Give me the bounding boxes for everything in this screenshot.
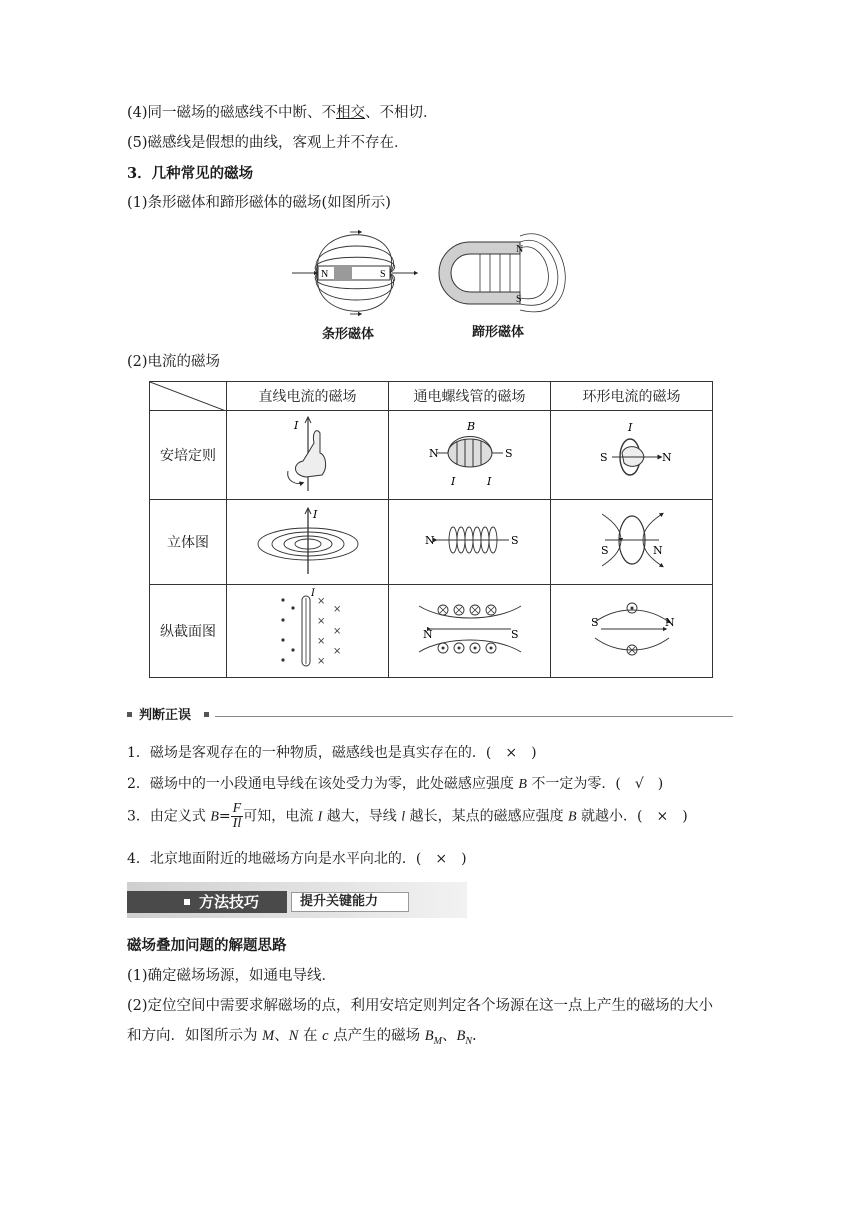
- judge-item-3-mid1: 可知，电流: [243, 808, 318, 825]
- sol-3d-n: N: [424, 534, 435, 547]
- method-bn-sub: N: [465, 1035, 472, 1047]
- svg-text:×: ×: [316, 656, 325, 667]
- horseshoe-magnet: [439, 242, 520, 304]
- loop-ampere-n: N: [661, 451, 672, 464]
- fraction-numerator: F: [232, 801, 242, 816]
- judge-item-3: [127, 802, 688, 831]
- header-straight: 直线电流的磁场: [227, 382, 389, 411]
- heading-3: 3．几种常见的磁场: [127, 165, 254, 182]
- sol-3d-s: S: [510, 534, 519, 547]
- method-bm-b: B: [424, 1028, 434, 1044]
- svg-text:×: ×: [332, 604, 341, 615]
- method-m3-mid: 在: [298, 1028, 323, 1044]
- cell-solenoid-section: [389, 585, 551, 678]
- sol-ampere-s: S: [504, 447, 513, 460]
- cell-loop-section: [551, 585, 713, 678]
- method-m3-sep2: 、: [441, 1028, 457, 1044]
- method-bm-sub: M: [433, 1035, 442, 1047]
- straight-3d-icon: [253, 502, 363, 578]
- right-hand-solenoid-icon: [415, 413, 525, 493]
- sol-ampere-i2: I: [486, 475, 491, 488]
- solenoid-section-icon: [405, 586, 535, 672]
- svg-text:×: ×: [316, 596, 325, 607]
- loop-3d-s: S: [600, 544, 609, 557]
- judge-item-2-post: 不一定为零．( √ ): [526, 776, 664, 792]
- judge-item-3-eq: =: [218, 808, 231, 825]
- loop-section-n: N: [664, 616, 675, 629]
- judge-item-3-mid3: 越长，某点的磁感应强度: [405, 808, 569, 825]
- loop-3d-icon: [577, 502, 687, 578]
- subheading-1: (1)条形磁体和蹄形磁体的磁场(如图所示): [127, 195, 391, 211]
- judge-section-header: [127, 708, 733, 726]
- horseshoe-s-label: S: [516, 294, 522, 305]
- method-banner: [127, 882, 467, 918]
- straight-section-i: I: [310, 588, 315, 599]
- straight-3d-i: I: [312, 508, 317, 521]
- header-loop: 环形电流的磁场: [551, 382, 713, 411]
- svg-text:×: ×: [316, 636, 325, 647]
- judge-rule: [215, 716, 733, 717]
- judge-item-1: 1．磁场是客观存在的一种物质，磁感线也是真实存在的．( × ): [127, 745, 537, 761]
- header-solenoid: 通电螺线管的磁场: [389, 382, 551, 411]
- method-step-2: (2)定位空间中需要求解磁场的点，利用安培定则判定各个场源在这一点上产生的磁场的大小: [127, 998, 714, 1014]
- loop-ampere-s: S: [599, 451, 608, 464]
- line-4-tail: 、不相切．: [365, 105, 438, 121]
- cell-straight-ampere: [227, 411, 389, 500]
- svg-text:×: ×: [332, 626, 341, 637]
- line-4-underlined: 相交: [336, 105, 366, 121]
- fraction-denominator: Il: [232, 816, 242, 831]
- right-hand-loop-icon: [582, 413, 682, 493]
- solenoid-3d-icon: [415, 502, 525, 578]
- judge-bullet-right: [204, 712, 209, 717]
- banner-right-label: 提升关键能力: [300, 894, 379, 909]
- loop-section-icon: [577, 586, 687, 672]
- corner-cell: [150, 382, 227, 411]
- loop-section-s: S: [590, 616, 599, 629]
- method-m3-pre: 和方向．如图所示为: [127, 1028, 263, 1044]
- current-field-table: [149, 381, 713, 678]
- row-label-section: 纵截面图: [150, 585, 227, 678]
- method-title: 磁场叠加问题的解题思路: [127, 937, 287, 954]
- sol-ampere-i1: I: [450, 475, 455, 488]
- method-m3-mid2: 点产生的磁场: [328, 1028, 425, 1044]
- horseshoe-caption: 蹄形磁体: [472, 325, 525, 340]
- judge-title: 判断正误: [139, 708, 192, 723]
- straight-section-icon: [253, 586, 363, 672]
- method-m3-M: M: [262, 1028, 275, 1044]
- subheading-2: (2)电流的磁场: [127, 354, 221, 370]
- bar-s-label: S: [380, 269, 386, 280]
- banner-bullet: [184, 899, 190, 905]
- judge-item-3-b: B: [210, 809, 219, 825]
- cell-loop-ampere: [551, 411, 713, 500]
- cell-straight-3d: [227, 500, 389, 585]
- ampere-straight-i: I: [293, 419, 298, 432]
- judge-item-3-fraction: [231, 802, 244, 831]
- loop-3d-n: N: [652, 544, 663, 557]
- right-hand-straight-icon: [258, 413, 358, 493]
- judge-item-4: 4．北京地面附近的地磁场方向是水平向北的．( × ): [127, 851, 467, 867]
- row-label-ampere: 安培定则: [150, 411, 227, 500]
- sol-section-n: N: [422, 628, 433, 641]
- method-step-1: (1)确定磁场场源，如通电导线．: [127, 968, 337, 984]
- svg-text:×: ×: [316, 616, 325, 627]
- judge-item-2-pre: 2．磁场中的一小段通电导线在该处受力为零，此处磁感应强度: [127, 776, 519, 792]
- judge-item-3-l: l: [401, 809, 406, 825]
- cell-solenoid-ampere: [389, 411, 551, 500]
- bar-magnet-shade: [334, 266, 352, 280]
- cell-straight-section: [227, 585, 389, 678]
- judge-item-2: [127, 773, 663, 793]
- judge-item-3-mid2: 越大，导线: [322, 808, 402, 825]
- judge-item-3-i: I: [317, 809, 323, 825]
- bar-caption: 条形磁体: [322, 327, 375, 342]
- loop-ampere-i: I: [627, 421, 632, 434]
- sol-ampere-n: N: [428, 447, 439, 460]
- horseshoe-n-label: N: [516, 244, 524, 255]
- bar-n-label: N: [321, 269, 329, 280]
- judge-bullet-left: [127, 712, 132, 717]
- method-m3-end: .: [471, 1028, 477, 1044]
- banner-left-label: 方法技巧: [199, 893, 260, 911]
- svg-text:×: ×: [332, 646, 341, 657]
- sol-ampere-b: B: [466, 420, 475, 433]
- diagonal-line: [150, 382, 226, 411]
- judge-item-3-b2: B: [568, 809, 577, 825]
- judge-item-3-post: 就越小．( × ): [576, 808, 688, 825]
- line-4: [127, 103, 438, 123]
- cell-loop-3d: [551, 500, 713, 585]
- method-m3-c: c: [322, 1028, 329, 1044]
- judge-item-3-pre: 3．由定义式: [127, 808, 211, 825]
- cell-solenoid-3d: [389, 500, 551, 585]
- row-label-3d: 立体图: [150, 500, 227, 585]
- judge-item-2-var: B: [518, 777, 527, 792]
- method-step-2-cont: [127, 1026, 477, 1052]
- method-bn-b: B: [456, 1028, 466, 1044]
- line-5: (5)磁感线是假想的曲线，客观上并不存在．: [127, 135, 409, 151]
- sol-section-s: S: [510, 628, 519, 641]
- line-4-text: (4)同一磁场的磁感线不中断、不: [127, 105, 337, 121]
- method-m3-sep: 、: [274, 1028, 289, 1044]
- method-m3-N: N: [288, 1028, 299, 1044]
